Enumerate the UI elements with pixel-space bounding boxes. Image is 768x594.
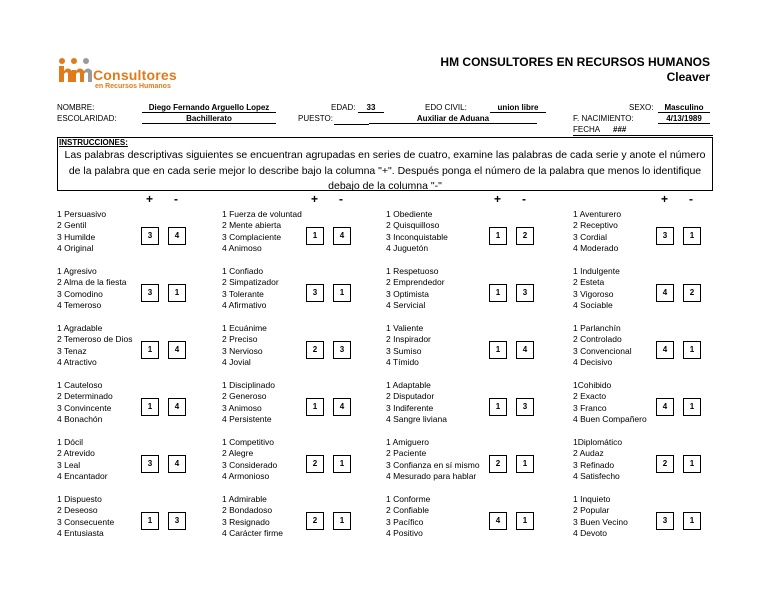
hm-logo-icon (57, 57, 93, 83)
word-option: 4 Sangre liviana (386, 414, 447, 425)
least-like-answer-box: 4 (516, 341, 534, 359)
most-like-answer-box: 2 (306, 512, 324, 530)
word-option: 2 Temeroso de Dios (57, 334, 133, 345)
minus-column-header: - (522, 192, 526, 206)
word-option: 1 Admirable (222, 494, 267, 504)
plus-column-header: + (311, 192, 319, 206)
least-like-answer-box: 3 (516, 284, 534, 302)
edo-civil-value: union libre (490, 103, 546, 113)
word-option: 1 Valiente (386, 323, 424, 333)
nacimiento-value: 4/13/1989 (658, 114, 710, 124)
most-like-answer-box: 3 (141, 284, 159, 302)
word-option: 3 Leal (57, 459, 81, 470)
sexo-value: Masculino (658, 103, 710, 113)
word-option: 4 Armonioso (222, 471, 270, 482)
minus-column-header: - (174, 192, 178, 206)
least-like-answer-box: 1 (516, 455, 534, 473)
nacimiento-label: F. NACIMIENTO: (573, 114, 634, 123)
word-option: 1 Dispuesto (57, 494, 102, 504)
word-option: 3 Considerado (222, 459, 278, 470)
word-option: 3 Convincente (57, 402, 112, 413)
least-like-answer-box: 3 (516, 398, 534, 416)
word-option: 4 Temeroso (57, 300, 102, 311)
least-like-answer-box: 4 (168, 398, 186, 416)
word-option: 3 Humilde (57, 231, 96, 242)
word-option: 2 Bondadoso (222, 505, 273, 516)
most-like-answer-box: 4 (489, 512, 507, 530)
word-option: 1 Parlanchín (573, 323, 621, 333)
least-like-answer-box: 1 (683, 512, 701, 530)
word-option: 3 Pacífico (386, 516, 424, 527)
word-option: 3 Franco (573, 402, 607, 413)
least-like-answer-box: 1 (333, 512, 351, 530)
word-option: 4 Juguetón (386, 243, 429, 254)
word-option: 1 Aventurero (573, 209, 622, 219)
minus-column-header: - (689, 192, 693, 206)
plus-column-header: + (661, 192, 669, 206)
most-like-answer-box: 3 (141, 455, 159, 473)
most-like-answer-box: 1 (141, 398, 159, 416)
word-option: 1 Indulgente (573, 266, 620, 276)
fecha-label: FECHA (573, 125, 601, 134)
word-option: 2 Controlado (573, 334, 622, 345)
word-option: 3 Nervioso (222, 345, 263, 356)
most-like-answer-box: 1 (489, 284, 507, 302)
most-like-answer-box: 3 (306, 284, 324, 302)
word-option: 3 Tenaz (57, 345, 87, 356)
word-option: 2 Disputador (386, 391, 435, 402)
word-option: 4 Moderado (573, 243, 619, 254)
plus-column-header: + (146, 192, 154, 206)
word-option: 1 Fuerza de voluntad (222, 209, 302, 219)
least-like-answer-box: 3 (168, 512, 186, 530)
word-option: 1 Persuasivo (57, 209, 107, 219)
edad-value: 33 (358, 103, 384, 113)
most-like-answer-box: 3 (656, 512, 674, 530)
word-option: 1 Respetuoso (386, 266, 439, 276)
word-option: 4 Mesurado para hablar (386, 471, 477, 482)
word-option: 3 Refinado (573, 459, 615, 470)
most-like-answer-box: 2 (306, 455, 324, 473)
word-option: 2 Alegre (222, 448, 254, 459)
most-like-answer-box: 3 (656, 227, 674, 245)
word-option: 2 Confiable (386, 505, 430, 516)
instructions-title: INSTRUCCIONES: (59, 138, 128, 147)
sexo-label: SEXO: (629, 103, 654, 112)
most-like-answer-box: 2 (306, 341, 324, 359)
instructions-text: Las palabras descriptivas siguientes se encuentran agrupadas en series de cuatro, examine las palabras de cada serie y anote el número de la palabra que en cada serie mejor lo describe bajo la columna "+". Después ponga el número de la palabra que menos lo identifique debajo de la columna "-" (64, 149, 706, 192)
word-option: 2 Esteta (573, 277, 605, 288)
most-like-answer-box: 1 (489, 227, 507, 245)
word-option: 3 Indiferente (386, 402, 434, 413)
word-option: 1Cohibido (573, 380, 612, 390)
least-like-answer-box: 1 (683, 455, 701, 473)
fecha-underline (573, 135, 713, 136)
edo-civil-label: EDO CIVIL: (425, 103, 467, 112)
word-option: 4 Devoto (573, 528, 608, 539)
word-option: 2 Atrevido (57, 448, 95, 459)
word-option: 1Diplomático (573, 437, 623, 447)
word-option: 4 Satisfecho (573, 471, 620, 482)
company-logo (57, 57, 197, 97)
least-like-answer-box: 4 (168, 341, 186, 359)
most-like-answer-box: 3 (141, 227, 159, 245)
word-option: 1 Agresivo (57, 266, 97, 276)
least-like-answer-box: 4 (333, 398, 351, 416)
most-like-answer-box: 1 (141, 341, 159, 359)
instructions-box (57, 137, 713, 191)
least-like-answer-box: 1 (683, 341, 701, 359)
most-like-answer-box: 1 (489, 398, 507, 416)
word-option: 1 Obediente (386, 209, 433, 219)
least-like-answer-box: 3 (333, 341, 351, 359)
plus-column-header: + (494, 192, 502, 206)
puesto-label: PUESTO: (298, 114, 333, 123)
least-like-answer-box: 1 (683, 227, 701, 245)
nombre-label: NOMBRE: (57, 103, 95, 112)
word-option: 3 Complaciente (222, 231, 282, 242)
word-option: 4 Decisivo (573, 357, 613, 368)
word-option: 3 Consecuente (57, 516, 115, 527)
most-like-answer-box: 4 (656, 284, 674, 302)
fecha-value: ### (613, 125, 627, 134)
word-option: 3 Sumiso (386, 345, 422, 356)
word-option: 2 Gentil (57, 220, 87, 231)
word-option: 3 Confianza en sí mismo (386, 459, 480, 470)
most-like-answer-box: 1 (306, 227, 324, 245)
least-like-answer-box: 2 (683, 284, 701, 302)
most-like-answer-box: 2 (489, 455, 507, 473)
word-option: 1 Amiguero (386, 437, 429, 447)
least-like-answer-box: 1 (333, 284, 351, 302)
word-option: 2 Inspirador (386, 334, 431, 345)
word-option: 4 Persistente (222, 414, 272, 425)
company-name: HM CONSULTORES EN RECURSOS HUMANOS (440, 55, 710, 69)
escolaridad-label: ESCOLARIDAD: (57, 114, 117, 123)
most-like-answer-box: 1 (306, 398, 324, 416)
word-option: 4 Afirmativo (222, 300, 267, 311)
minus-column-header: - (339, 192, 343, 206)
word-option: 2 Simpatizador (222, 277, 279, 288)
word-option: 2 Emprendedor (386, 277, 445, 288)
word-option: 2 Generoso (222, 391, 267, 402)
word-option: 3 Vigoroso (573, 288, 614, 299)
logo-wordmark: Consultores (93, 67, 177, 83)
word-option: 1 Agradable (57, 323, 103, 333)
least-like-answer-box: 1 (333, 455, 351, 473)
most-like-answer-box: 1 (141, 512, 159, 530)
word-option: 4 Entusiasta (57, 528, 104, 539)
word-option: 4 Servicial (386, 300, 426, 311)
word-option: 3 Convencional (573, 345, 632, 356)
nombre-value: Diego Fernando Arguello Lopez (142, 103, 276, 113)
word-option: 4 Bonachón (57, 414, 103, 425)
word-option: 1 Inquieto (573, 494, 611, 504)
word-option: 4 Jovial (222, 357, 251, 368)
least-like-answer-box: 2 (516, 227, 534, 245)
most-like-answer-box: 4 (656, 398, 674, 416)
word-option: 2 Determinado (57, 391, 113, 402)
word-option: 2 Audaz (573, 448, 604, 459)
most-like-answer-box: 1 (489, 341, 507, 359)
word-option: 2 Deseoso (57, 505, 98, 516)
most-like-answer-box: 2 (656, 455, 674, 473)
word-option: 2 Alma de la fiesta (57, 277, 127, 288)
most-like-answer-box: 4 (656, 341, 674, 359)
word-option: 1 Dócil (57, 437, 83, 447)
word-option: 4 Tímido (386, 357, 419, 368)
word-option: 3 Resignado (222, 516, 270, 527)
word-option: 3 Buen Vecino (573, 516, 628, 527)
least-like-answer-box: 1 (516, 512, 534, 530)
word-option: 4 Original (57, 243, 94, 254)
edad-label: EDAD: (331, 103, 356, 112)
word-option: 1 Confiado (222, 266, 264, 276)
least-like-answer-box: 1 (683, 398, 701, 416)
word-option: 4 Atractivo (57, 357, 97, 368)
word-option: 3 Tolerante (222, 288, 264, 299)
word-option: 1 Ecuánime (222, 323, 267, 333)
test-name: Cleaver (666, 70, 710, 84)
word-option: 4 Animoso (222, 243, 262, 254)
word-option: 1 Adaptable (386, 380, 431, 390)
word-option: 2 Preciso (222, 334, 258, 345)
puesto-value: Auxiliar de Aduana (369, 114, 537, 124)
word-option: 2 Popular (573, 505, 610, 516)
word-option: 3 Inconquistable (386, 231, 448, 242)
least-like-answer-box: 4 (168, 227, 186, 245)
word-option: 1 Cauteloso (57, 380, 103, 390)
word-option: 3 Comodino (57, 288, 103, 299)
word-option: 1 Disciplinado (222, 380, 275, 390)
word-option: 2 Quisquilloso (386, 220, 440, 231)
word-option: 1 Competitivo (222, 437, 274, 447)
word-option: 1 Conforme (386, 494, 431, 504)
word-option: 2 Mente abierta (222, 220, 282, 231)
word-option: 2 Paciente (386, 448, 427, 459)
least-like-answer-box: 4 (333, 227, 351, 245)
puesto-underline (334, 124, 369, 125)
word-option: 4 Positivo (386, 528, 423, 539)
word-option: 4 Buen Compañero (573, 414, 647, 425)
logo-subtitle: en Recursos Humanos (95, 83, 171, 90)
word-option: 3 Cordial (573, 231, 608, 242)
word-option: 2 Exacto (573, 391, 607, 402)
word-option: 4 Carácter firme (222, 528, 283, 539)
least-like-answer-box: 1 (168, 284, 186, 302)
escolaridad-value: Bachillerato (142, 114, 276, 124)
word-option: 3 Animoso (222, 402, 262, 413)
least-like-answer-box: 4 (168, 455, 186, 473)
word-option: 3 Optimista (386, 288, 429, 299)
word-option: 4 Encantador (57, 471, 108, 482)
word-option: 2 Receptivo (573, 220, 618, 231)
word-option: 4 Sociable (573, 300, 613, 311)
